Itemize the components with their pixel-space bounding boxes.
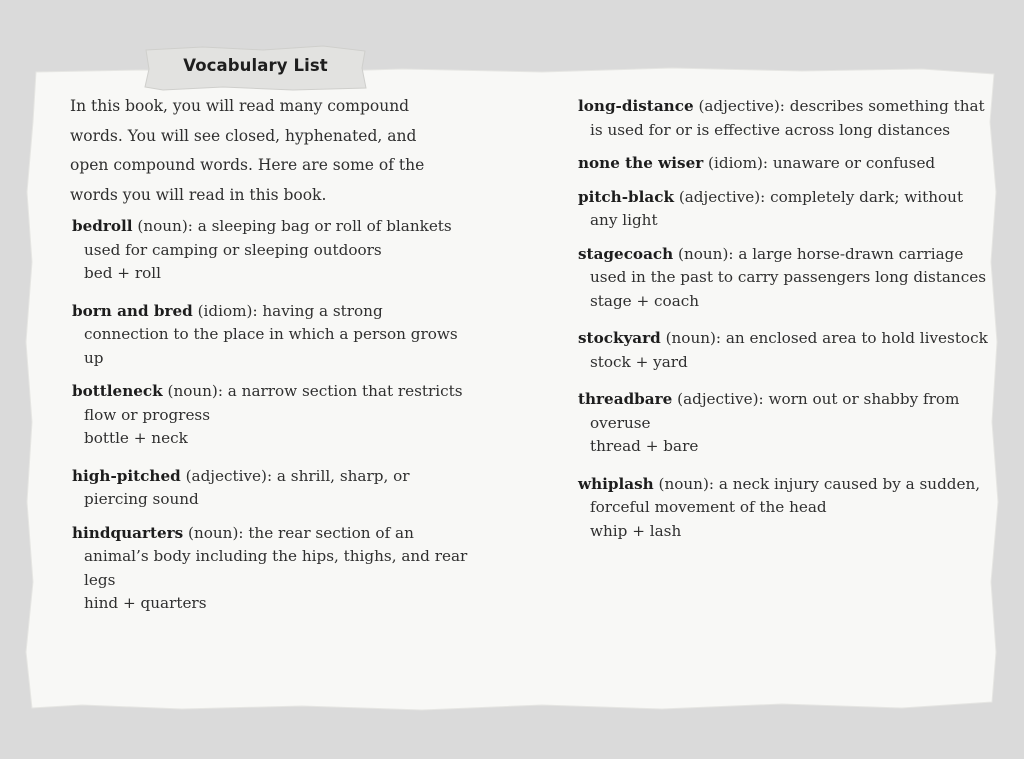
word-parts: thread + bare bbox=[590, 437, 699, 455]
vocab-definition: (noun): the rear section of an animal’s body including the hips, thighs, and rear legs bbox=[84, 523, 468, 589]
right-column bbox=[578, 95, 988, 543]
vocab-entry bbox=[72, 215, 472, 286]
vocab-entry bbox=[578, 186, 988, 233]
vocab-term: born and bred bbox=[72, 301, 193, 320]
vocab-entry bbox=[578, 95, 988, 142]
vocab-term: long-distance bbox=[578, 97, 694, 115]
title-tab bbox=[143, 44, 368, 92]
vocab-definition: (noun): an enclosed area to hold livestock bbox=[660, 329, 988, 347]
word-parts: hind + quarters bbox=[84, 594, 207, 612]
vocab-entry bbox=[578, 388, 988, 459]
word-parts: bed + roll bbox=[84, 264, 161, 282]
vocab-entry bbox=[578, 152, 988, 176]
vocab-term: stagecoach bbox=[578, 244, 674, 263]
vocab-entry bbox=[72, 300, 472, 371]
word-parts: whip + lash bbox=[590, 521, 682, 540]
vocab-term: hindquarters bbox=[72, 523, 184, 542]
vocab-definition: (adjective): completely dark; without any light bbox=[590, 187, 964, 229]
vocab-term: whiplash bbox=[578, 474, 654, 493]
vocab-term: high-pitched bbox=[72, 466, 181, 485]
left-column bbox=[72, 215, 472, 616]
vocab-definition: (noun): a large horse-drawn carriage used in the past to carry passengers long distances bbox=[590, 244, 987, 286]
vocab-term: none the wiser bbox=[578, 154, 704, 172]
vocab-entry bbox=[72, 380, 472, 451]
vocab-definition: (idiom): having a strong connection to the place in which a person grows up bbox=[84, 301, 458, 367]
vocab-entry bbox=[72, 522, 472, 616]
word-parts: stage + coach bbox=[590, 291, 700, 310]
vocab-definition: (adjective): describes something that is used for or is effective across long distances bbox=[590, 97, 985, 139]
vocab-entry bbox=[72, 465, 472, 512]
page-title: Vocabulary List bbox=[183, 56, 328, 75]
vocab-definition: (noun): a sleeping bag or roll of blankets used for camping or sleeping outdoors bbox=[84, 217, 452, 259]
intro-paragraph: In this book, you will read many compound words. You will see closed, hyphenated, and open compound words. Here are some of the words you will read in this book. bbox=[70, 97, 425, 204]
word-parts: bottle + neck bbox=[84, 429, 188, 447]
vocab-term: stockyard bbox=[578, 329, 661, 347]
vocab-definition: (noun): a neck injury caused by a sudden, forceful movement of the head bbox=[590, 474, 981, 516]
vocab-term: bedroll bbox=[72, 217, 133, 235]
vocab-term: bottleneck bbox=[72, 382, 163, 400]
vocab-definition: (noun): a narrow section that restricts flow or progress bbox=[84, 382, 463, 424]
vocab-entry bbox=[578, 243, 988, 314]
vocab-term: pitch-black bbox=[578, 187, 674, 206]
vocab-entry bbox=[578, 473, 988, 544]
vocab-definition: (adjective): worn out or shabby from overuse bbox=[590, 390, 960, 432]
vocab-definition: (adjective): a shrill, sharp, or piercing sound bbox=[84, 466, 410, 508]
vocab-entry bbox=[578, 327, 988, 374]
vocab-term: threadbare bbox=[578, 390, 673, 408]
word-parts: stock + yard bbox=[590, 352, 688, 371]
vocab-definition: (idiom): unaware or confused bbox=[703, 154, 936, 172]
